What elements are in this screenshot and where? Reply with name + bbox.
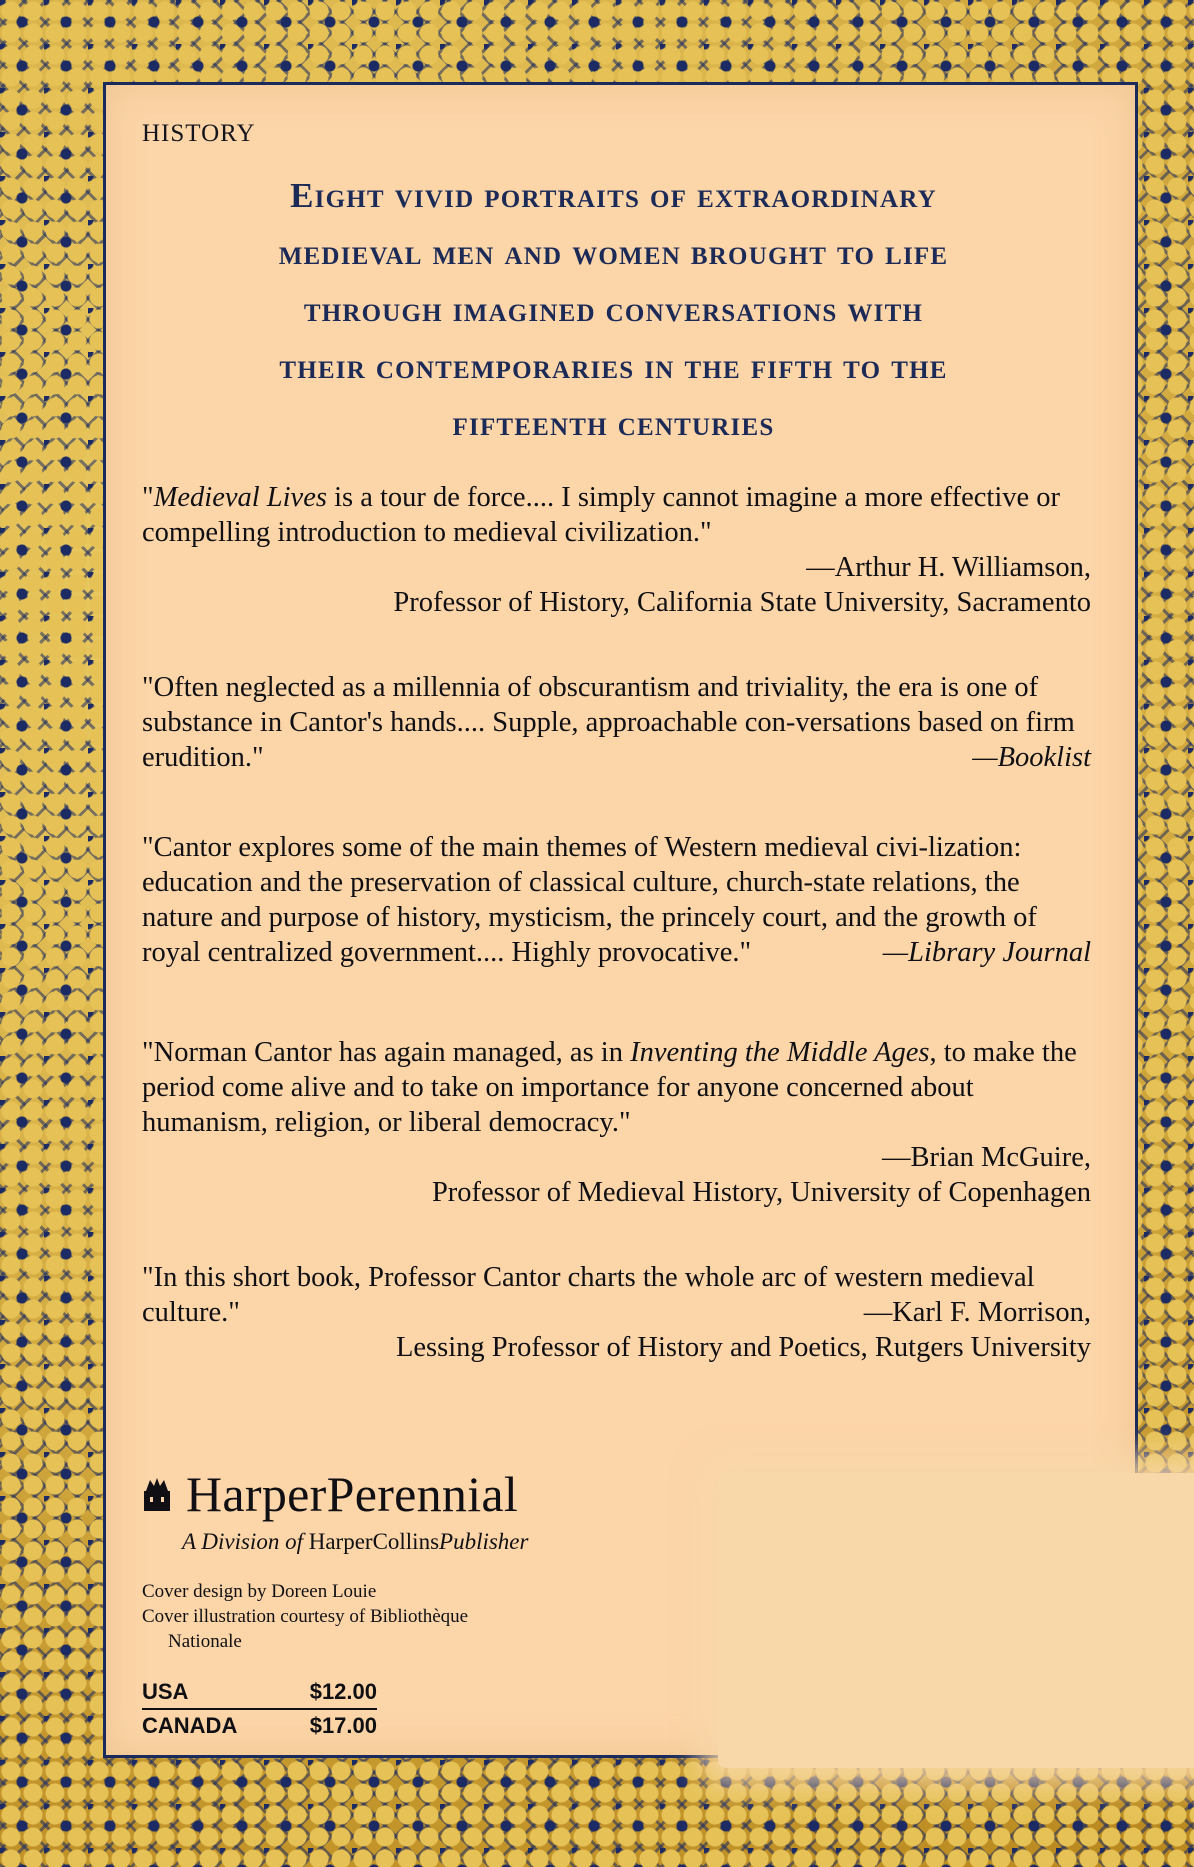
quote-attribution: —Brian McGuire, xyxy=(882,1142,1091,1173)
cover-credits xyxy=(142,1579,528,1654)
quote-attribution: —Arthur H. Williamson, xyxy=(806,552,1091,583)
price-row-usa xyxy=(142,1676,377,1710)
quote-text: "Medieval Lives is a tour de force.... I simply cannot imagine a more effective or compelling introduction to medieval civilization." xyxy=(142,482,1061,548)
headline-line: Eight vivid portraits of extraordinary xyxy=(290,176,937,215)
price-amount: $17.00 xyxy=(309,1713,377,1738)
price-amount: $12.00 xyxy=(309,1679,377,1704)
quote-affiliation: Lessing Professor of History and Poetics, Rutgers University xyxy=(395,1332,1091,1363)
quote-attribution: —Karl F. Morrison, xyxy=(863,1297,1091,1328)
torch-logo-icon xyxy=(142,1477,172,1511)
quote-text: "Cantor explores some of the main themes of Western medieval civi-lization: education and the preservation of classical culture, church-state relations, the nature and purpose of history, mysticism, the princely court, and the growth of royal centralized government.... Highly provocative." xyxy=(142,832,1037,968)
publisher-division: A Division of HarperCollinsPublisher xyxy=(182,1529,529,1554)
quote-attribution: —Booklist xyxy=(972,742,1091,773)
price-region: USA xyxy=(142,1679,189,1704)
quote-text: "Often neglected as a millennia of obscurantism and triviality, the era is one of substance in Cantor's hands.... Supple, approachable con-versations based on firm erudition." xyxy=(142,672,1075,773)
design-credit: Cover design by Doreen Louie xyxy=(142,1581,377,1602)
quote-attribution: —Library Journal xyxy=(882,937,1091,968)
category-label: HISTORY xyxy=(142,120,256,147)
headline xyxy=(136,167,1091,452)
review-quote-3 xyxy=(142,830,1091,970)
price-table xyxy=(142,1676,377,1742)
text-panel xyxy=(103,82,1138,1758)
review-quote-2 xyxy=(142,670,1091,775)
book-title: Inventing the Middle Ages xyxy=(630,1037,930,1068)
blank-barcode-area xyxy=(718,1473,1194,1768)
quote-text: "Norman Cantor has again managed, as in Inventing the Middle Ages, to make the period come alive and to take on importance for anyone concerned about humanism, religion, or liberal democracy." xyxy=(142,1037,1077,1138)
review-quote-1 xyxy=(142,480,1091,620)
publisher-imprint xyxy=(142,1465,528,1742)
illustration-credit: Cover illustration courtesy of Bibliothèque xyxy=(142,1606,469,1627)
quote-affiliation: Professor of History, California State University, Sacramento xyxy=(393,587,1091,618)
headline-line: through imagined conversations with xyxy=(303,290,924,329)
review-quote-5 xyxy=(142,1260,1091,1365)
quote-affiliation: Professor of Medieval History, University of Copenhagen xyxy=(431,1177,1091,1208)
publisher-brand: HarperPerennial xyxy=(186,1466,519,1522)
headline-line: their contemporaries in the fifth to the xyxy=(279,347,948,386)
price-region: CANADA xyxy=(142,1713,238,1738)
headline-line: fifteenth centuries xyxy=(452,404,775,443)
book-title: Medieval Lives xyxy=(153,482,327,513)
illustration-credit-cont: Nationale xyxy=(168,1631,242,1652)
quote-text: "In this short book, Professor Cantor charts the whole arc of western medieval culture." xyxy=(142,1262,1035,1328)
price-row-canada xyxy=(142,1710,377,1742)
review-quote-4 xyxy=(142,1035,1091,1210)
headline-line: medieval men and women brought to life xyxy=(278,233,949,272)
